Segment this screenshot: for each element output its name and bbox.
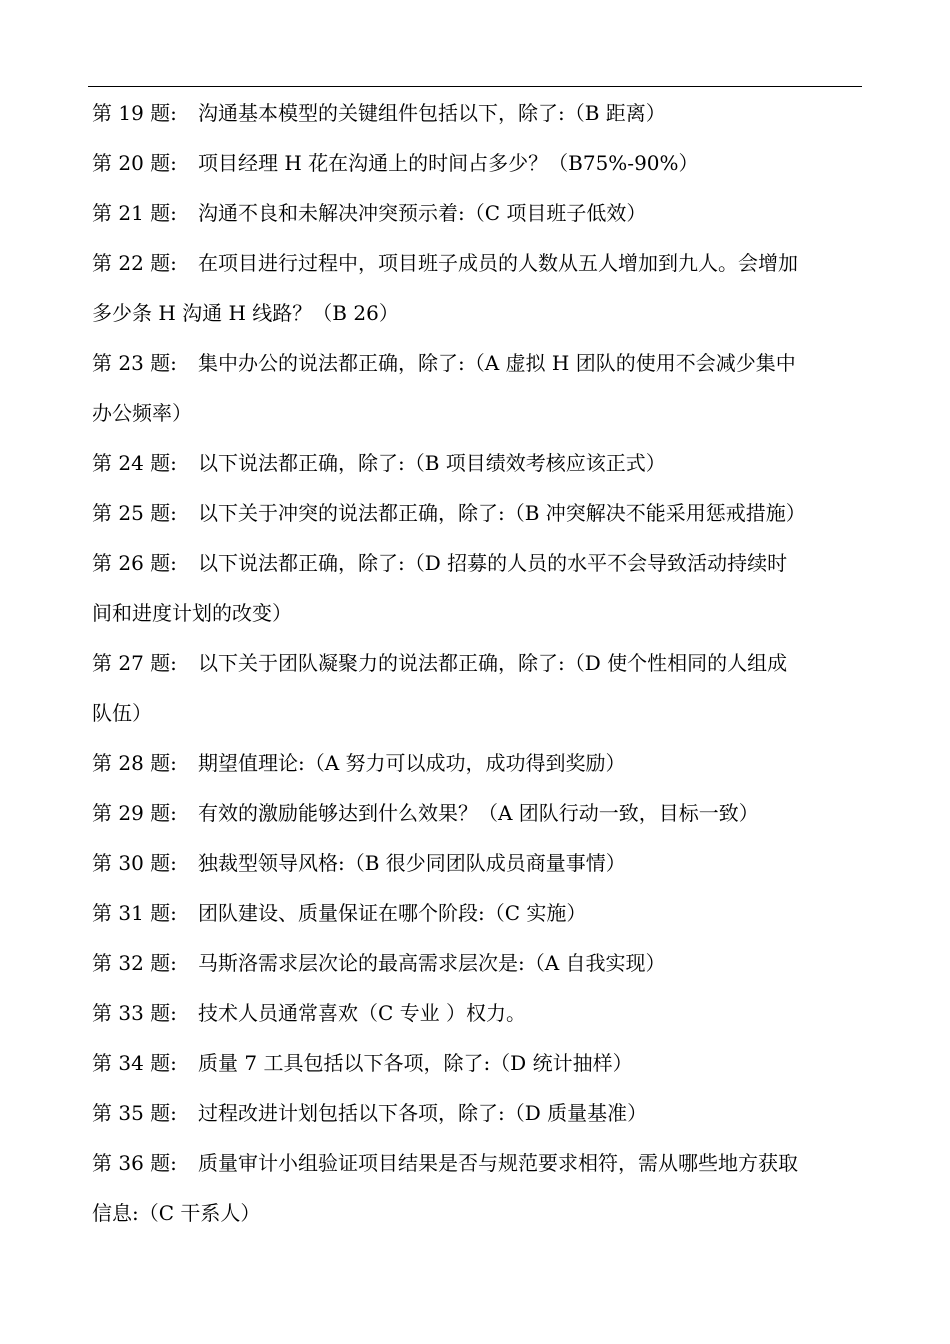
question-text: 质量 7 工具包括以下各项，除了:（D 统计抽样）: [198, 1051, 633, 1075]
question-text: 团队建设、质量保证在哪个阶段:（C 实施）: [198, 901, 587, 925]
question-text: 技术人员通常喜欢（C 专业 ）权力。: [198, 1001, 527, 1025]
question-text-continuation: 队伍）: [92, 701, 152, 725]
question-line: [92, 1188, 862, 1238]
question-number: 第 19 题:: [92, 101, 177, 125]
question-text: 以下关于团队凝聚力的说法都正确，除了:（D 使个性相同的人组成: [198, 651, 788, 675]
question-text: 独裁型领导风格:（B 很少同团队成员商量事情）: [198, 851, 626, 875]
question-text: 在项目进行过程中，项目班子成员的人数从五人增加到九人。会增加: [198, 251, 798, 275]
question-list: [92, 88, 862, 1238]
question-text: 期望值理论:（A 努力可以成功，成功得到奖励）: [198, 751, 626, 775]
question-text: 质量审计小组验证项目结果是否与规范要求相符，需从哪些地方获取: [198, 1151, 798, 1175]
question-number: 第 22 题:: [92, 251, 177, 275]
question-line: [92, 138, 862, 188]
question-line: [92, 488, 862, 538]
question-text: 项目经理 H 花在沟通上的时间占多少？（B75%-90%）: [198, 151, 699, 175]
question-number: 第 26 题:: [92, 551, 177, 575]
question-line: [92, 388, 862, 438]
question-number: 第 29 题:: [92, 801, 177, 825]
question-number: 第 30 题:: [92, 851, 177, 875]
question-line: [92, 238, 862, 288]
question-line: [92, 438, 862, 488]
question-line: [92, 338, 862, 388]
question-number: 第 23 题:: [92, 351, 177, 375]
question-number: 第 35 题:: [92, 1101, 177, 1125]
question-line: [92, 838, 862, 888]
question-line: [92, 638, 862, 688]
question-number: 第 27 题:: [92, 651, 177, 675]
question-text-continuation: 办公频率）: [92, 401, 192, 425]
question-line: [92, 888, 862, 938]
question-number: 第 32 题:: [92, 951, 177, 975]
question-text: 以下说法都正确，除了:（D 招募的人员的水平不会导致活动持续时: [198, 551, 788, 575]
question-line: [92, 88, 862, 138]
question-text: 以下说法都正确，除了:（B 项目绩效考核应该正式）: [198, 451, 666, 475]
question-line: [92, 688, 862, 738]
question-text-continuation: 间和进度计划的改变）: [92, 601, 292, 625]
question-line: [92, 1038, 862, 1088]
question-number: 第 21 题:: [92, 201, 177, 225]
question-line: [92, 588, 862, 638]
question-text-continuation: 信息:（C 干系人）: [92, 1201, 261, 1225]
question-line: [92, 1138, 862, 1188]
question-line: [92, 988, 862, 1038]
question-line: [92, 788, 862, 838]
question-text: 马斯洛需求层次论的最高需求层次是:（A 自我实现）: [198, 951, 666, 975]
question-number: 第 25 题:: [92, 501, 177, 525]
question-text: 沟通不良和未解决冲突预示着:（C 项目班子低效）: [198, 201, 647, 225]
question-text: 以下关于冲突的说法都正确，除了:（B 冲突解决不能采用惩戒措施）: [198, 501, 806, 525]
question-text: 有效的激励能够达到什么效果？（A 团队行动一致，目标一致）: [198, 801, 759, 825]
question-text-continuation: 多少条 H 沟通 H 线路？（B 26）: [92, 301, 399, 325]
question-line: [92, 288, 862, 338]
question-number: 第 31 题:: [92, 901, 177, 925]
question-number: 第 24 题:: [92, 451, 177, 475]
question-line: [92, 188, 862, 238]
question-line: [92, 738, 862, 788]
question-line: [92, 938, 862, 988]
question-text: 沟通基本模型的关键组件包括以下，除了:（B 距离）: [198, 101, 666, 125]
question-number: 第 36 题:: [92, 1151, 177, 1175]
question-number: 第 28 题:: [92, 751, 177, 775]
header-rule: [88, 86, 862, 87]
question-line: [92, 1088, 862, 1138]
question-text: 集中办公的说法都正确，除了:（A 虚拟 H 团队的使用不会减少集中: [198, 351, 796, 375]
question-number: 第 34 题:: [92, 1051, 177, 1075]
question-number: 第 33 题:: [92, 1001, 177, 1025]
question-line: [92, 538, 862, 588]
question-number: 第 20 题:: [92, 151, 177, 175]
question-text: 过程改进计划包括以下各项，除了:（D 质量基准）: [198, 1101, 648, 1125]
